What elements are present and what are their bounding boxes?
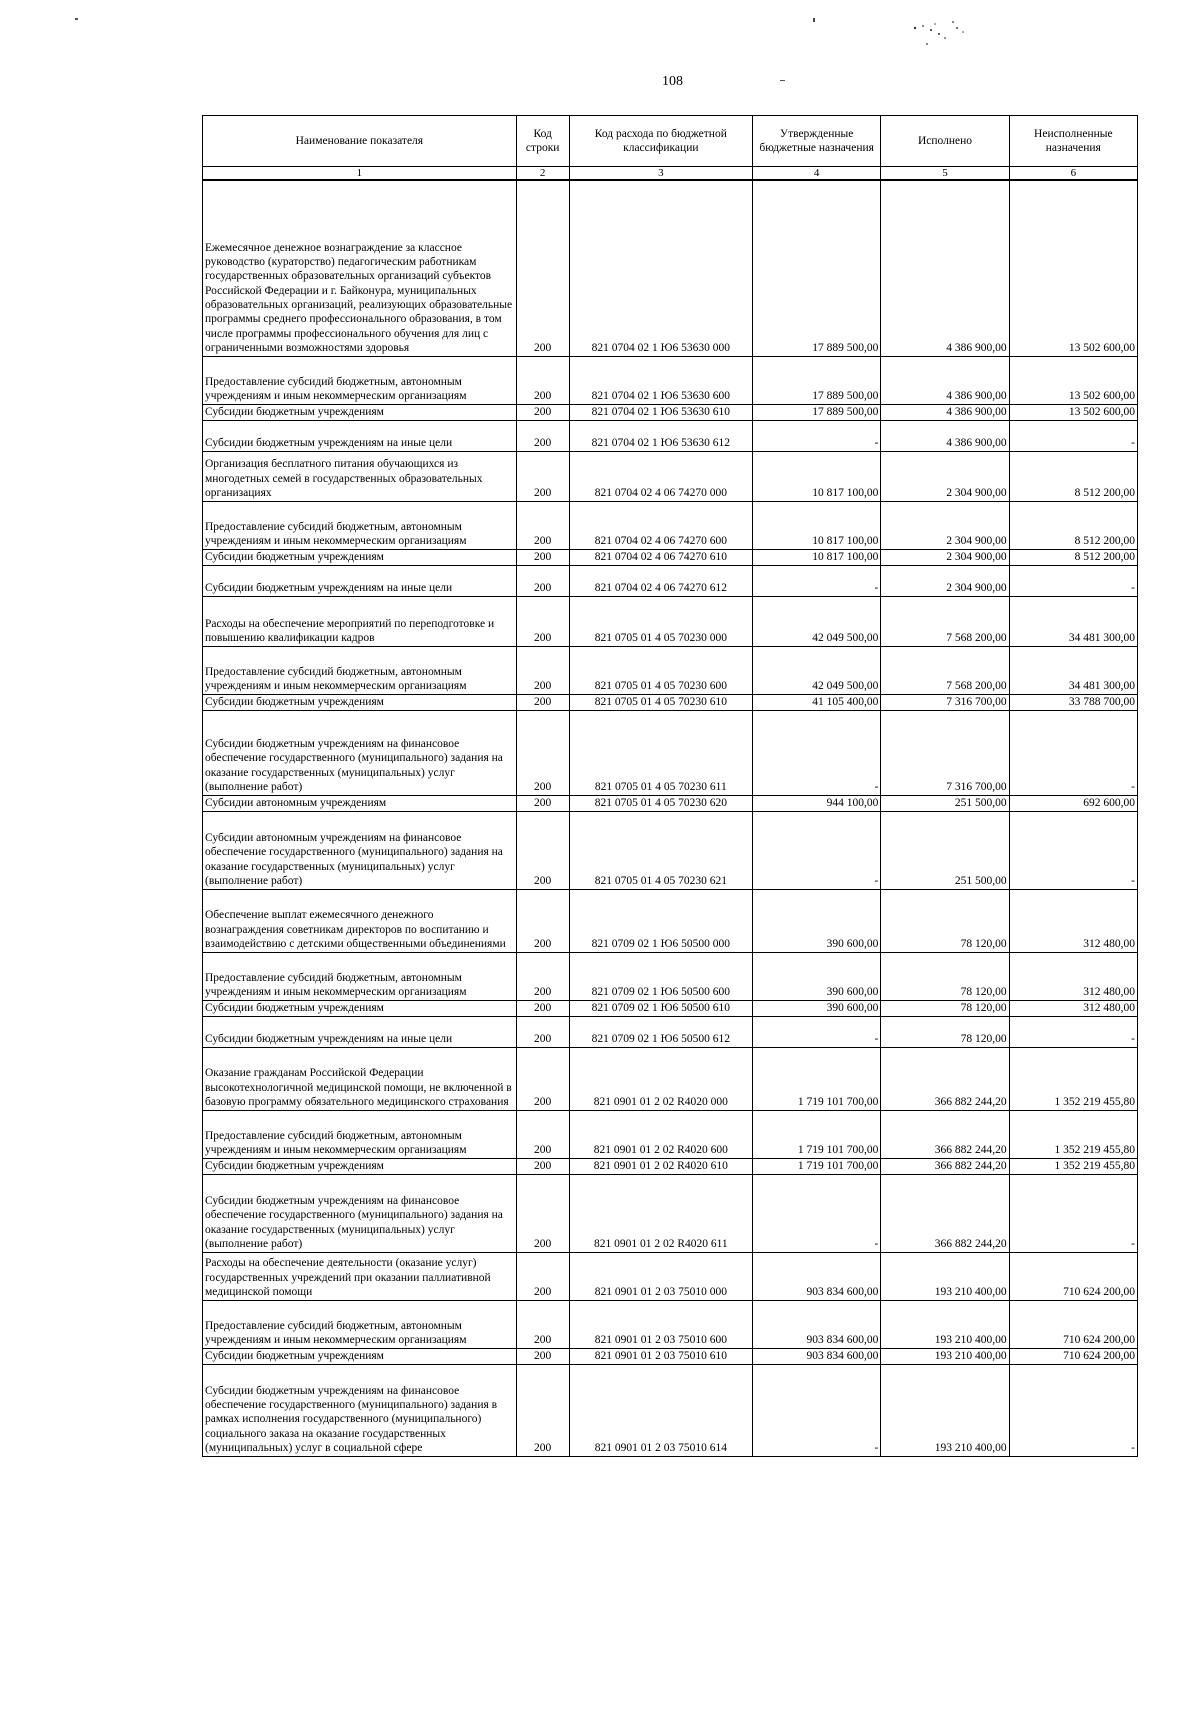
row-line-code: 200 xyxy=(516,565,569,596)
row-budget-code: 821 0709 02 1 Ю6 50500 612 xyxy=(569,1016,752,1047)
row-executed: 366 882 244,20 xyxy=(881,1047,1009,1110)
row-unexecuted: 1 352 219 455,80 xyxy=(1009,1158,1137,1174)
row-budget-code: 821 0901 01 2 03 75010 614 xyxy=(569,1364,752,1456)
header-row xyxy=(203,116,1138,167)
header-cell: Код расхода по бюджетной классификации xyxy=(569,116,752,167)
table-row xyxy=(203,1364,1138,1456)
row-unexecuted: - xyxy=(1009,1364,1137,1456)
row-name: Предоставление субсидий бюджетным, автономным учреждениям и иным некоммерческим организациям xyxy=(203,1110,517,1158)
row-name: Субсидии бюджетным учреждениям на финансовое обеспечение государственного (муниципального) задания в рамках исполнения государственного (муниципального) социального заказа на оказание государственных (муниципальных) услуг в социальной сфере xyxy=(203,1364,517,1456)
row-unexecuted: 34 481 300,00 xyxy=(1009,596,1137,646)
row-unexecuted: 710 624 200,00 xyxy=(1009,1300,1137,1348)
row-executed: 251 500,00 xyxy=(881,811,1009,889)
row-approved: - xyxy=(752,1016,880,1047)
row-line-code: 200 xyxy=(516,646,569,694)
row-budget-code: 821 0705 01 4 05 70230 611 xyxy=(569,710,752,795)
column-number: 3 xyxy=(569,167,752,181)
row-executed: 251 500,00 xyxy=(881,795,1009,811)
row-line-code: 200 xyxy=(516,356,569,404)
scan-mark xyxy=(75,18,78,20)
table-row xyxy=(203,1300,1138,1348)
row-line-code: 200 xyxy=(516,1110,569,1158)
row-executed: 2 304 900,00 xyxy=(881,549,1009,565)
row-line-code: 200 xyxy=(516,596,569,646)
row-line-code: 200 xyxy=(516,1174,569,1252)
table-row xyxy=(203,952,1138,1000)
header-cell: Утвержденные бюджетные назначения xyxy=(752,116,880,167)
row-executed: 7 568 200,00 xyxy=(881,596,1009,646)
row-name: Субсидии бюджетным учреждениям на иные цели xyxy=(203,565,517,596)
row-approved: - xyxy=(752,420,880,451)
row-line-code: 200 xyxy=(516,451,569,501)
row-line-code: 200 xyxy=(516,501,569,549)
table-row xyxy=(203,596,1138,646)
row-name: Предоставление субсидий бюджетным, автономным учреждениям и иным некоммерческим организациям xyxy=(203,1300,517,1348)
table-row xyxy=(203,404,1138,420)
row-executed: 193 210 400,00 xyxy=(881,1300,1009,1348)
row-budget-code: 821 0901 01 2 03 75010 600 xyxy=(569,1300,752,1348)
row-approved: 903 834 600,00 xyxy=(752,1348,880,1364)
row-line-code: 200 xyxy=(516,420,569,451)
row-unexecuted: 13 502 600,00 xyxy=(1009,404,1137,420)
row-line-code: 200 xyxy=(516,1016,569,1047)
row-approved: 390 600,00 xyxy=(752,889,880,952)
row-budget-code: 821 0709 02 1 Ю6 50500 000 xyxy=(569,889,752,952)
header-cell: Исполнено xyxy=(881,116,1009,167)
table-body xyxy=(203,180,1138,1456)
row-unexecuted: - xyxy=(1009,1016,1137,1047)
row-unexecuted: 692 600,00 xyxy=(1009,795,1137,811)
table-row xyxy=(203,710,1138,795)
row-executed: 78 120,00 xyxy=(881,889,1009,952)
row-line-code: 200 xyxy=(516,1047,569,1110)
row-budget-code: 821 0709 02 1 Ю6 50500 600 xyxy=(569,952,752,1000)
row-approved: - xyxy=(752,811,880,889)
row-executed: 366 882 244,20 xyxy=(881,1174,1009,1252)
row-line-code: 200 xyxy=(516,549,569,565)
row-budget-code: 821 0901 01 2 02 R4020 000 xyxy=(569,1047,752,1110)
row-line-code: 200 xyxy=(516,1252,569,1300)
table-row xyxy=(203,420,1138,451)
row-approved: 17 889 500,00 xyxy=(752,180,880,356)
row-executed: 193 210 400,00 xyxy=(881,1348,1009,1364)
row-budget-code: 821 0704 02 4 06 74270 612 xyxy=(569,565,752,596)
row-budget-code: 821 0704 02 4 06 74270 000 xyxy=(569,451,752,501)
row-line-code: 200 xyxy=(516,952,569,1000)
page-number: 108 xyxy=(662,74,683,89)
row-budget-code: 821 0901 01 2 03 75010 610 xyxy=(569,1348,752,1364)
header-cell: Код строки xyxy=(516,116,569,167)
row-line-code: 200 xyxy=(516,694,569,710)
row-approved: 903 834 600,00 xyxy=(752,1252,880,1300)
table-row xyxy=(203,501,1138,549)
table-row xyxy=(203,180,1138,356)
column-number-row xyxy=(203,167,1138,181)
row-approved: - xyxy=(752,1174,880,1252)
table-row xyxy=(203,451,1138,501)
header-cell: Неисполненные назначения xyxy=(1009,116,1137,167)
row-executed: 7 568 200,00 xyxy=(881,646,1009,694)
row-unexecuted: 1 352 219 455,80 xyxy=(1009,1047,1137,1110)
table-row xyxy=(203,795,1138,811)
table-row xyxy=(203,1348,1138,1364)
row-executed: 193 210 400,00 xyxy=(881,1252,1009,1300)
row-executed: 366 882 244,20 xyxy=(881,1158,1009,1174)
row-executed: 2 304 900,00 xyxy=(881,451,1009,501)
row-approved: 944 100,00 xyxy=(752,795,880,811)
row-line-code: 200 xyxy=(516,1158,569,1174)
row-budget-code: 821 0901 01 2 02 R4020 600 xyxy=(569,1110,752,1158)
row-budget-code: 821 0901 01 2 02 R4020 611 xyxy=(569,1174,752,1252)
row-budget-code: 821 0704 02 1 Ю6 53630 612 xyxy=(569,420,752,451)
row-unexecuted: - xyxy=(1009,1174,1137,1252)
row-name: Субсидии автономным учреждениям на финансовое обеспечение государственного (муниципального) задания на оказание государственных (муниципальных) услуг (выполнение работ) xyxy=(203,811,517,889)
row-executed: 193 210 400,00 xyxy=(881,1364,1009,1456)
row-name: Ежемесячное денежное вознаграждение за классное руководство (кураторство) педагогическим работникам государственных образовательных организаций субъектов Российской Федерации и г. Байконура, муниципальных образовательных организаций, реализующих образовательные программы среднего профессионального образования, в том числе программы профессионального обучения для лиц с ограниченными возможностями здоровья xyxy=(203,180,517,356)
row-unexecuted: 1 352 219 455,80 xyxy=(1009,1110,1137,1158)
row-unexecuted: - xyxy=(1009,811,1137,889)
table-row xyxy=(203,1110,1138,1158)
row-name: Субсидии бюджетным учреждениям xyxy=(203,694,517,710)
row-name: Предоставление субсидий бюджетным, автономным учреждениям и иным некоммерческим организациям xyxy=(203,356,517,404)
row-line-code: 200 xyxy=(516,1348,569,1364)
row-budget-code: 821 0704 02 4 06 74270 600 xyxy=(569,501,752,549)
row-executed: 366 882 244,20 xyxy=(881,1110,1009,1158)
row-budget-code: 821 0705 01 4 05 70230 610 xyxy=(569,694,752,710)
row-name: Предоставление субсидий бюджетным, автономным учреждениям и иным некоммерческим организациям xyxy=(203,501,517,549)
row-line-code: 200 xyxy=(516,1300,569,1348)
row-name: Оказание гражданам Российской Федерации высокотехнологичной медицинской помощи, не включенной в базовую программу обязательного медицинского страхования xyxy=(203,1047,517,1110)
row-approved: 1 719 101 700,00 xyxy=(752,1158,880,1174)
row-name: Расходы на обеспечение мероприятий по переподготовке и повышению квалификации кадров xyxy=(203,596,517,646)
table-row xyxy=(203,1158,1138,1174)
column-number: 5 xyxy=(881,167,1009,181)
row-executed: 2 304 900,00 xyxy=(881,565,1009,596)
row-budget-code: 821 0704 02 1 Ю6 53630 000 xyxy=(569,180,752,356)
row-approved: 10 817 100,00 xyxy=(752,501,880,549)
row-approved: 42 049 500,00 xyxy=(752,596,880,646)
row-line-code: 200 xyxy=(516,1000,569,1016)
table-row xyxy=(203,1047,1138,1110)
row-budget-code: 821 0705 01 4 05 70230 620 xyxy=(569,795,752,811)
table-row xyxy=(203,1016,1138,1047)
row-name: Субсидии бюджетным учреждениям на иные цели xyxy=(203,1016,517,1047)
scan-mark xyxy=(813,18,815,22)
row-approved: 41 105 400,00 xyxy=(752,694,880,710)
row-budget-code: 821 0704 02 4 06 74270 610 xyxy=(569,549,752,565)
row-approved: - xyxy=(752,565,880,596)
row-name: Субсидии бюджетным учреждениям xyxy=(203,549,517,565)
row-name: Субсидии бюджетным учреждениям на финансовое обеспечение государственного (муниципального) задания на оказание государственных (муниципальных) услуг (выполнение работ) xyxy=(203,710,517,795)
row-approved: 42 049 500,00 xyxy=(752,646,880,694)
row-name: Обеспечение выплат ежемесячного денежного вознаграждения советникам директоров по воспитанию и взаимодействию с детскими общественными объединениями xyxy=(203,889,517,952)
row-executed: 78 120,00 xyxy=(881,1016,1009,1047)
row-approved: 10 817 100,00 xyxy=(752,451,880,501)
row-line-code: 200 xyxy=(516,889,569,952)
row-executed: 78 120,00 xyxy=(881,1000,1009,1016)
row-budget-code: 821 0705 01 4 05 70230 000 xyxy=(569,596,752,646)
row-unexecuted: 13 502 600,00 xyxy=(1009,356,1137,404)
row-unexecuted: - xyxy=(1009,710,1137,795)
row-unexecuted: 312 480,00 xyxy=(1009,1000,1137,1016)
row-approved: 17 889 500,00 xyxy=(752,356,880,404)
row-executed: 7 316 700,00 xyxy=(881,710,1009,795)
row-budget-code: 821 0709 02 1 Ю6 50500 610 xyxy=(569,1000,752,1016)
row-executed: 4 386 900,00 xyxy=(881,356,1009,404)
row-approved: 1 719 101 700,00 xyxy=(752,1047,880,1110)
table-row xyxy=(203,646,1138,694)
row-budget-code: 821 0705 01 4 05 70230 600 xyxy=(569,646,752,694)
row-unexecuted: 312 480,00 xyxy=(1009,952,1137,1000)
column-number: 2 xyxy=(516,167,569,181)
row-line-code: 200 xyxy=(516,710,569,795)
row-executed: 7 316 700,00 xyxy=(881,694,1009,710)
table-row xyxy=(203,356,1138,404)
row-name: Расходы на обеспечение деятельности (оказание услуг) государственных учреждений при оказании паллиативной медицинской помощи xyxy=(203,1252,517,1300)
table-row xyxy=(203,1000,1138,1016)
table-row xyxy=(203,549,1138,565)
column-number: 6 xyxy=(1009,167,1137,181)
table-row xyxy=(203,1252,1138,1300)
row-unexecuted: - xyxy=(1009,565,1137,596)
row-unexecuted: 34 481 300,00 xyxy=(1009,646,1137,694)
row-name: Субсидии бюджетным учреждениям xyxy=(203,1348,517,1364)
row-line-code: 200 xyxy=(516,811,569,889)
row-name: Организация бесплатного питания обучающихся из многодетных семей в государственных образовательных организациях xyxy=(203,451,517,501)
row-unexecuted: - xyxy=(1009,420,1137,451)
table-row xyxy=(203,889,1138,952)
scan-mark xyxy=(780,80,785,81)
row-approved: 390 600,00 xyxy=(752,952,880,1000)
row-name: Предоставление субсидий бюджетным, автономным учреждениям и иным некоммерческим организациям xyxy=(203,952,517,1000)
column-number: 4 xyxy=(752,167,880,181)
table-row xyxy=(203,694,1138,710)
row-executed: 78 120,00 xyxy=(881,952,1009,1000)
table-row xyxy=(203,565,1138,596)
row-approved: 903 834 600,00 xyxy=(752,1300,880,1348)
row-name: Субсидии бюджетным учреждениям xyxy=(203,1000,517,1016)
row-unexecuted: 710 624 200,00 xyxy=(1009,1252,1137,1300)
row-executed: 4 386 900,00 xyxy=(881,404,1009,420)
row-line-code: 200 xyxy=(516,404,569,420)
row-line-code: 200 xyxy=(516,180,569,356)
row-executed: 4 386 900,00 xyxy=(881,420,1009,451)
header-cell: Наименование показателя xyxy=(203,116,517,167)
row-approved: - xyxy=(752,710,880,795)
row-unexecuted: 8 512 200,00 xyxy=(1009,451,1137,501)
row-executed: 4 386 900,00 xyxy=(881,180,1009,356)
row-name: Субсидии бюджетным учреждениям xyxy=(203,1158,517,1174)
row-name: Субсидии бюджетным учреждениям на финансовое обеспечение государственного (муниципального) задания на оказание государственных (муниципальных) услуг (выполнение работ) xyxy=(203,1174,517,1252)
row-name: Предоставление субсидий бюджетным, автономным учреждениям и иным некоммерческим организациям xyxy=(203,646,517,694)
row-budget-code: 821 0705 01 4 05 70230 621 xyxy=(569,811,752,889)
budget-table xyxy=(202,115,1138,1457)
row-name: Субсидии автономным учреждениям xyxy=(203,795,517,811)
row-approved: 390 600,00 xyxy=(752,1000,880,1016)
table-row xyxy=(203,811,1138,889)
row-executed: 2 304 900,00 xyxy=(881,501,1009,549)
row-approved: 1 719 101 700,00 xyxy=(752,1110,880,1158)
row-unexecuted: 8 512 200,00 xyxy=(1009,501,1137,549)
row-name: Субсидии бюджетным учреждениям xyxy=(203,404,517,420)
row-approved: - xyxy=(752,1364,880,1456)
column-number: 1 xyxy=(203,167,517,181)
row-budget-code: 821 0704 02 1 Ю6 53630 600 xyxy=(569,356,752,404)
row-budget-code: 821 0901 01 2 02 R4020 610 xyxy=(569,1158,752,1174)
row-budget-code: 821 0901 01 2 03 75010 000 xyxy=(569,1252,752,1300)
table-row xyxy=(203,1174,1138,1252)
row-approved: 17 889 500,00 xyxy=(752,404,880,420)
row-unexecuted: 312 480,00 xyxy=(1009,889,1137,952)
row-line-code: 200 xyxy=(516,795,569,811)
row-unexecuted: 710 624 200,00 xyxy=(1009,1348,1137,1364)
row-approved: 10 817 100,00 xyxy=(752,549,880,565)
row-unexecuted: 33 788 700,00 xyxy=(1009,694,1137,710)
scan-specks xyxy=(905,14,985,64)
row-unexecuted: 8 512 200,00 xyxy=(1009,549,1137,565)
row-unexecuted: 13 502 600,00 xyxy=(1009,180,1137,356)
row-budget-code: 821 0704 02 1 Ю6 53630 610 xyxy=(569,404,752,420)
row-name: Субсидии бюджетным учреждениям на иные цели xyxy=(203,420,517,451)
row-line-code: 200 xyxy=(516,1364,569,1456)
